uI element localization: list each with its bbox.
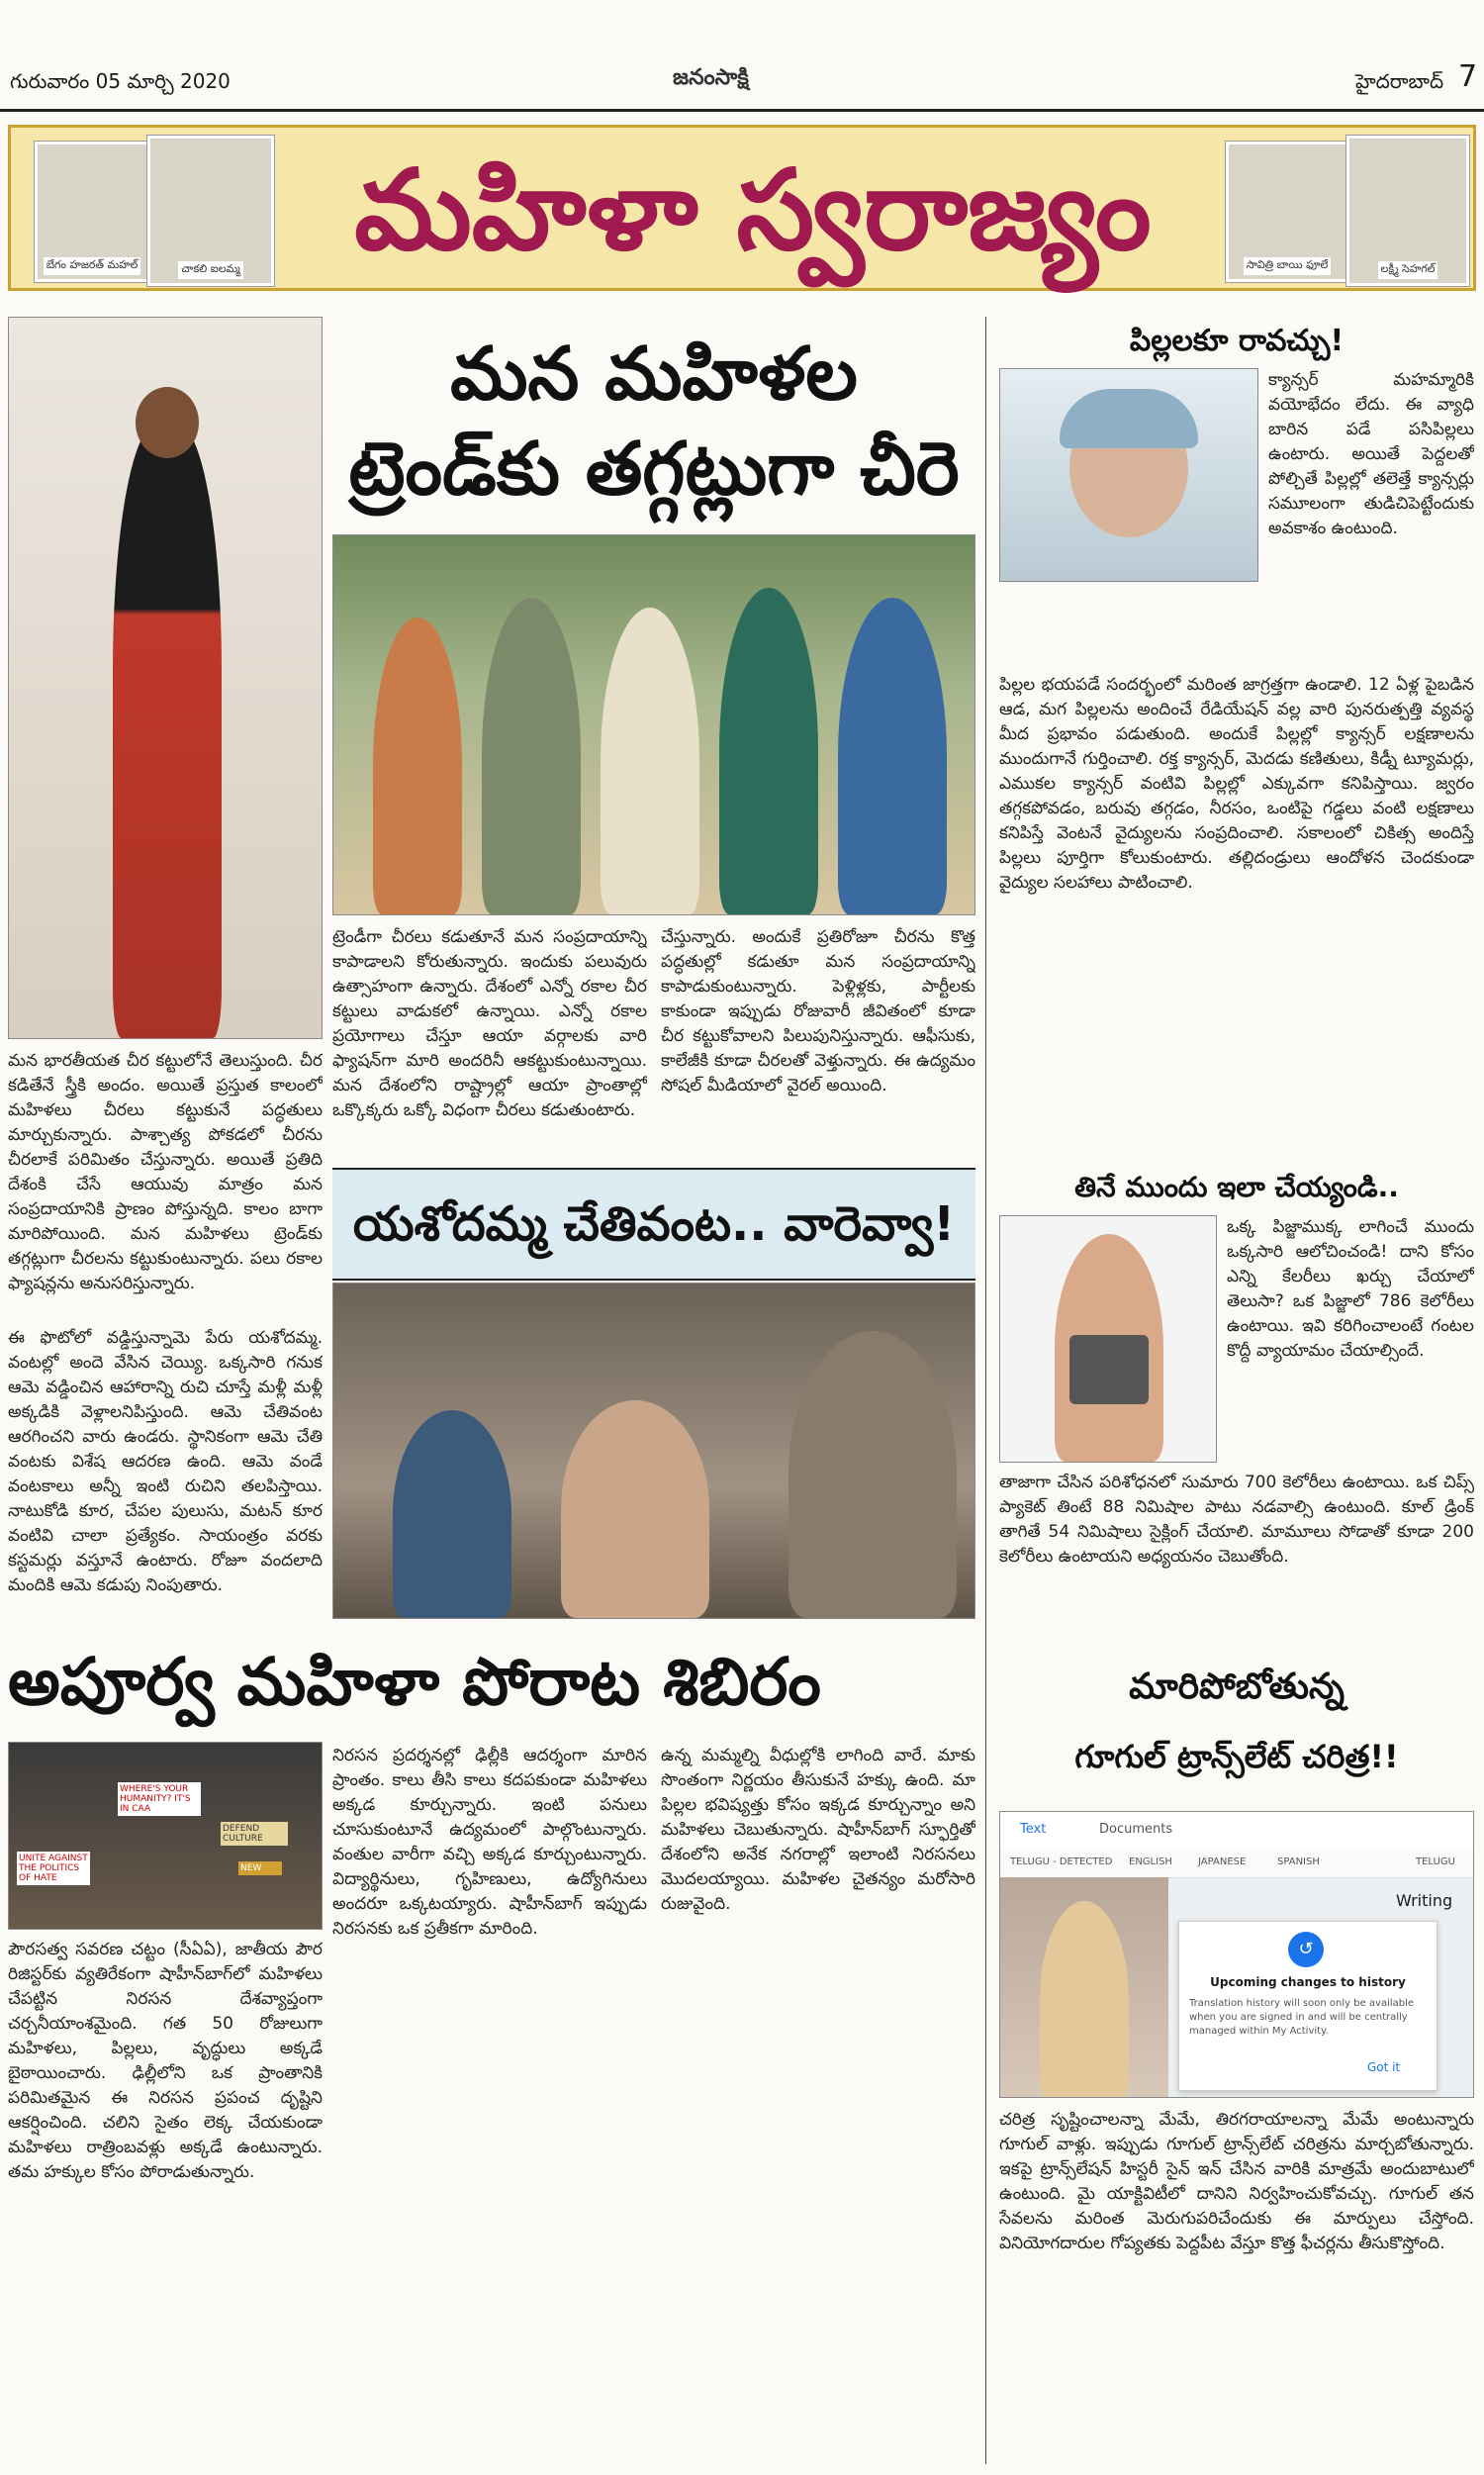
saree-headline-line2: ట్రెండ్‌కు తగ్గట్లుగా చీరె [348,427,960,512]
porata-text-col1: పౌరసత్వ సవరణ చట్టం (సీఏఏ), జాతీయ పౌర రిజిస్టర్‌కు వ్యతిరేకంగా షాహీన్‌బాగ్‌లో మహిళలు చేపట్టిన నిరసన దేశవ్యాప్తంగా చర్చనీయాంశమైంది. గత 50 రోజులుగా మహిళలు, పిల్లలు, వృద్ధులు అక్కడే బైఠాయించారు. ఢిల్లీలోని ఒక ప్రాంతానికి పరిమితమైన ఈ నిరసన ప్రపంచ దృష్టిని ఆకర్షించింది. చలిని సైతం లెక్క చేయకుండా మహిళలు రాత్రింబవళ్లు అక్కడే ఉంటున్నారు. తమ హక్కుల కోసం పోరాడుతున్నారు. [8,1940,323,2182]
woman-photo-overlay [1000,1877,1168,2098]
yashodamma-text-left: ఈ ఫొటోలో వడ్డిస్తున్నామె పేరు యశోదమ్మ. వంటల్లో అందె వేసిన చెయ్యి. ఒక్కసారి గనుక ఆమె వడ్డించిన ఆహారాన్ని రుచి చూస్తే మళ్లీ మళ్లీ అక్కడికి వెళ్లాలనిపిస్తుంది. ఆమె చేతివంట ఆరగించని వారు ఉండరు. స్థానికంగా ఆమె చేతి వంటకు విశేష ఆదరణ ఉంది. ఆమె వండే వంటకాలు అన్నీ ఇంటి రుచిని తలపిస్తాయి. నాటుకోడి కూర, చేపల పులుసు, మటన్ కూర వంటివి చాలా ప్రత్యేకం. సాయంత్రం వరకు కస్టమర్లు వస్తూనే ఉంటారు. రోజూ వందలాది మందికి ఆమె కడుపు నింపుతారు. [8,1328,323,1595]
eating-side-text: ఒక్క పిజ్జాముక్క లాగించే ముందు ఒక్కసారి ఆలోచించండి! దాని కోసం ఎన్ని కేలరీలు ఖర్చు చేయాలో తెలుసా? ఒక పిజ్జాలో 786 కెలోరీలు ఉంటాయి. ఇవి కరిగించాలంటే గంటల కొద్దీ వ్యాయామం చేయాల్సిందే. [1227,1217,1474,1361]
protest-sign-3: DEFEND CULTURE [221,1822,288,1846]
google-body: చరిత్ర సృష్టించాలన్నా మేమే, తిరగరాయాలన్నా మేమే అంటున్నారు గూగుల్ వాళ్లు. ఇప్పుడు గూగుల్ ట్రాన్స్‌లేట్ చరిత్రను మార్చబోతున్నారు. ఇకపై ట్రాన్స్‌లేషన్ హిస్టరీ సైన్ ఇన్ చేసిన వారికి మాత్రమే అందుబాటులో ఉంటుంది. మై యాక్టివిటీలో దానిని నిర్వహించుకోవచ్చు. గూగుల్ తన సేవలను మరింత మెరుగుపరిచేందుకు ఈ మార్పులు చేస్తోంది. వినియోగదారుల గోప్యతకు పెద్దపీట వేస్తూ కొత్త ఫీచర్లను తీసుకొస్తోంది. [999,2110,1474,2253]
portrait-3: సావిత్రి బాయి ఫూలే [1226,142,1348,282]
page-header [0,0,1484,119]
saree-headline-line1: మన మహిళల [450,332,858,417]
protest-sign-2: WHERE'S YOUR HUMANITY? IT'S IN CAA [118,1782,201,1816]
banner-title: మహిళా స్వరాజ్యం [354,146,1152,275]
children-headline: పిల్లలకూ రావచ్చు! [1129,324,1345,358]
protest-sign-1: UNITE AGAINST THE POLITICS OF HATE [17,1852,90,1885]
lang-japanese[interactable]: JAPANESE [1198,1856,1247,1867]
translate-output: Writing [1396,1891,1453,1910]
header-rule [0,109,1484,112]
porata-text-col2: నిరసన ప్రదర్శనల్లో ఢిల్లీకి ఆదర్శంగా మారిన ప్రాంతం. కాలు తీసి కాలు కదపకుండా మహిళలు అక్కడ కూర్చున్నారు. ఇంటి పనులు చూసుకుంటూనే ఉద్యమంలో పాల్గొంటున్నారు. వంతుల వారీగా వచ్చి అక్కడ కూర్చుంటున్నారు. విద్యార్థినులు, గృహిణులు, ఉద్యోగినులు అందరూ ఒక్కటయ్యారు. షాహీన్‌బాగ్ ఇప్పుడు నిరసనకు ఒక ప్రతీకగా మారింది. [332,1746,647,1939]
column-rule [985,317,986,2464]
google-headline [999,1653,1474,1801]
banner [8,125,1476,291]
yashodamma-photo [332,1283,975,1619]
history-icon: ↺ [1288,1932,1324,1967]
protest-photo [8,1742,323,1930]
google-headline-line1: మారిపోబోతున్న [1129,1666,1345,1707]
lang-telugu[interactable]: TELUGU [1416,1856,1455,1867]
google-headline-line2: గూగుల్ ట్రాన్స్‌లేట్ చరిత్ర!! [1074,1738,1399,1775]
popup-title: Upcoming changes to history [1210,1975,1406,1989]
lang-detected[interactable]: TELUGU - DETECTED [1010,1856,1113,1867]
saree-text-right: చేస్తున్నారు. అందుకే ప్రతిరోజూ చీరను కొత్త పద్ధతుల్లో కడుతూ మన సంప్రదాయాన్ని కాపాడుకుంటున్నారు. పెళ్లిళ్లకు, పార్టీలకు కాకుండా ఇప్పుడు రోజువారీ జీవితంలో కూడా చీర కట్టుకోవాలని పిలుపునిస్తున్నారు. ఆఫీసుకు, కాలేజీకి కూడా చీరలతో వెళ్తున్నారు. ఈ ఉద్యమం సోషల్ మీడియాలో వైరల్ అయింది. [661,927,975,1095]
lang-english[interactable]: ENGLISH [1129,1856,1172,1867]
lang-spanish[interactable]: SPANISH [1277,1856,1320,1867]
saree-headline [332,327,975,524]
eating-headline: తినే ముందు ఇలా చేయ్యండి.. [1074,1171,1399,1203]
child-photo [999,368,1258,582]
masthead-logo: జనంసాక్షి [673,65,749,90]
history-popup [1178,1921,1438,2091]
yashodamma-headline: యశోదమ్మ చేతివంట.. వారెవ్వా! [352,1196,956,1252]
translate-tab-text[interactable]: Text [1020,1822,1047,1837]
header-city: హైదరాబాద్ [1355,69,1444,93]
saree-text-mid: ట్రెండీగా చీరలు కడుతూనే మన సంప్రదాయాన్ని కాపాడాలని కోరుతున్నారు. ఇందుకు పలువురు ఉత్సాహంగా ఉన్నారు. దేశంలో ఎన్నో రకాల చీర కట్టులు వాడుకలో ఉన్నాయి. ఎన్నో రకాల ప్రయోగాలు చేస్తూ ఆయా వర్గాలకు వారి ఫ్యాషన్‌గా మారి అందరినీ ఆకట్టుకుంటున్నాయి. మన దేశంలోని రాష్ట్రాల్లో ఆయా ప్రాంతాల్లో ఒక్కొక్కరు ఒక్కో విధంగా చీరలు కడుతుంటారు. [332,927,647,1120]
portrait-2: చాకలి ఐలమ్మ [147,136,274,286]
saree-text-left: మన భారతీయత చీర కట్టులోనే తెలుస్తుంది. చీర కడితేనే స్త్రీకి అందం. అయితే ప్రస్తుత కాలంలో మహిళలు చీరలు కట్టుకునే పద్ధతులు మార్చుకున్నారు. పాశ్చాత్య పోకడలో చీరను చీరలాకే పరిమితం చేస్తున్నారు. అయితే ప్రతిది దేశంకి చేసే ఆయువు మాత్రం మన సంప్రదాయానికి ప్రాణం పోస్తున్నది. కాలం బాగా మారిపోయింది. మన మహిళలు ట్రెండ్‌కు తగ్గట్లుగా చీరలను కట్టుకుంటున్నారు. పలు రకాల ఫ్యాషన్లను అనుసరిస్తున్నారు. [8,1051,323,1293]
popup-text: Translation history will soon only be available when you are signed in and will be centrally managed within My Activity. [1189,1998,1415,2037]
eating-body: తాజాగా చేసిన పరిశోధనలో సుమారు 700 కెలోరీలు ఉంటాయి. ఒక చిప్స్ ప్యాకెట్ తింటే 88 నిమిషాల పాటు నడవాల్సి ఉంటుంది. కూల్ డ్రింక్ తాగితే 54 నిమిషాలు సైక్లింగ్ చేయాలి. మామూలు సోడాతో కూడా 200 కెలోరీలు ఉంటాయని అధ్యయనం చెబుతోంది. [999,1473,1474,1567]
protest-sign-4: NEW [238,1861,282,1875]
scale-woman-photo [999,1215,1217,1463]
porata-text-col3: ఉన్న మమ్మల్ని వీధుల్లోకి లాగింది వారే. మాకు సొంతంగా నిర్ణయం తీసుకునే హక్కు ఉంది. మా పిల్లల భవిష్యత్తు కోసం ఇక్కడ కూర్చున్నాం అని మహిళలు చెబుతున్నారు. షాహీన్‌బాగ్ స్ఫూర్తితో దేశంలోని అనేక నగరాల్లో ఇలాంటి నిరసనలు మొదలయ్యాయి. మహిళల చైతన్యం మరోసారి రుజువైంది. [661,1746,975,1914]
header-date: గురువారం 05 మార్చి 2020 [10,69,231,93]
porata-headline: అపూర్వ మహిళా పోరాట శిబిరం [8,1644,821,1720]
translate-tab-documents[interactable]: Documents [1099,1822,1173,1837]
portrait-1: బేగం హజరత్ మహల్ [35,142,149,282]
yashodamma-headline-box [332,1168,975,1281]
children-intro: క్యాన్సర్ మహమ్మారికి వయోభేదం లేదు. ఈ వ్యాధి బారిన పడే పసిపిల్లలు ఉంటారు. అయితే పెద్దలతో పోల్చితే పిల్లల్లో తలెత్తే క్యాన్సర్లు సమూలంగా తుడిచిపెట్టేందుకు అవకాశం ఉంటుంది. [1268,370,1474,538]
saree-group-photo [332,534,975,915]
saree-woman-photo [8,317,323,1039]
page-number: 7 [1458,59,1478,94]
got-it-button[interactable]: Got it [1367,2060,1401,2074]
translate-screenshot [999,1811,1474,2098]
children-body: పిల్లల భయపడే సందర్భంలో మరింత జాగ్రత్తగా ఉండాలి. 12 ఏళ్ల పైబడిన ఆడ, మగ పిల్లలను అందించే రేడియేషన్ వల్ల వారి పునరుత్పత్తి వ్యవస్థ మీద ప్రభావం పడుతుంది. అందుకే పిల్లల్లో క్యాన్సర్ లక్షణాలను ముందుగానే గుర్తించాలి. రక్త క్యాన్సర్, మెదడు కణితులు, కిడ్నీ ట్యూమర్లు, ఎముకల క్యాన్సర్ వంటివి పిల్లల్లో ఎక్కువగా కనిపిస్తాయి. జ్వరం తగ్గకపోవడం, బరువు తగ్గడం, నీరసం, ఒంటిపై గడ్డలు వంటి లక్షణాలు కనిపిస్తే వెంటనే వైద్యులను సంప్రదించాలి. సకాలంలో చికిత్స అందిస్తే పిల్లలు పూర్తిగా కోలుకుంటారు. తల్లిదండ్రులు ఆందోళన చెందకుండా వైద్యుల సలహాలు పాటించాలి. [999,675,1474,893]
portrait-4: లక్ష్మీ సెహగల్ [1346,136,1469,286]
